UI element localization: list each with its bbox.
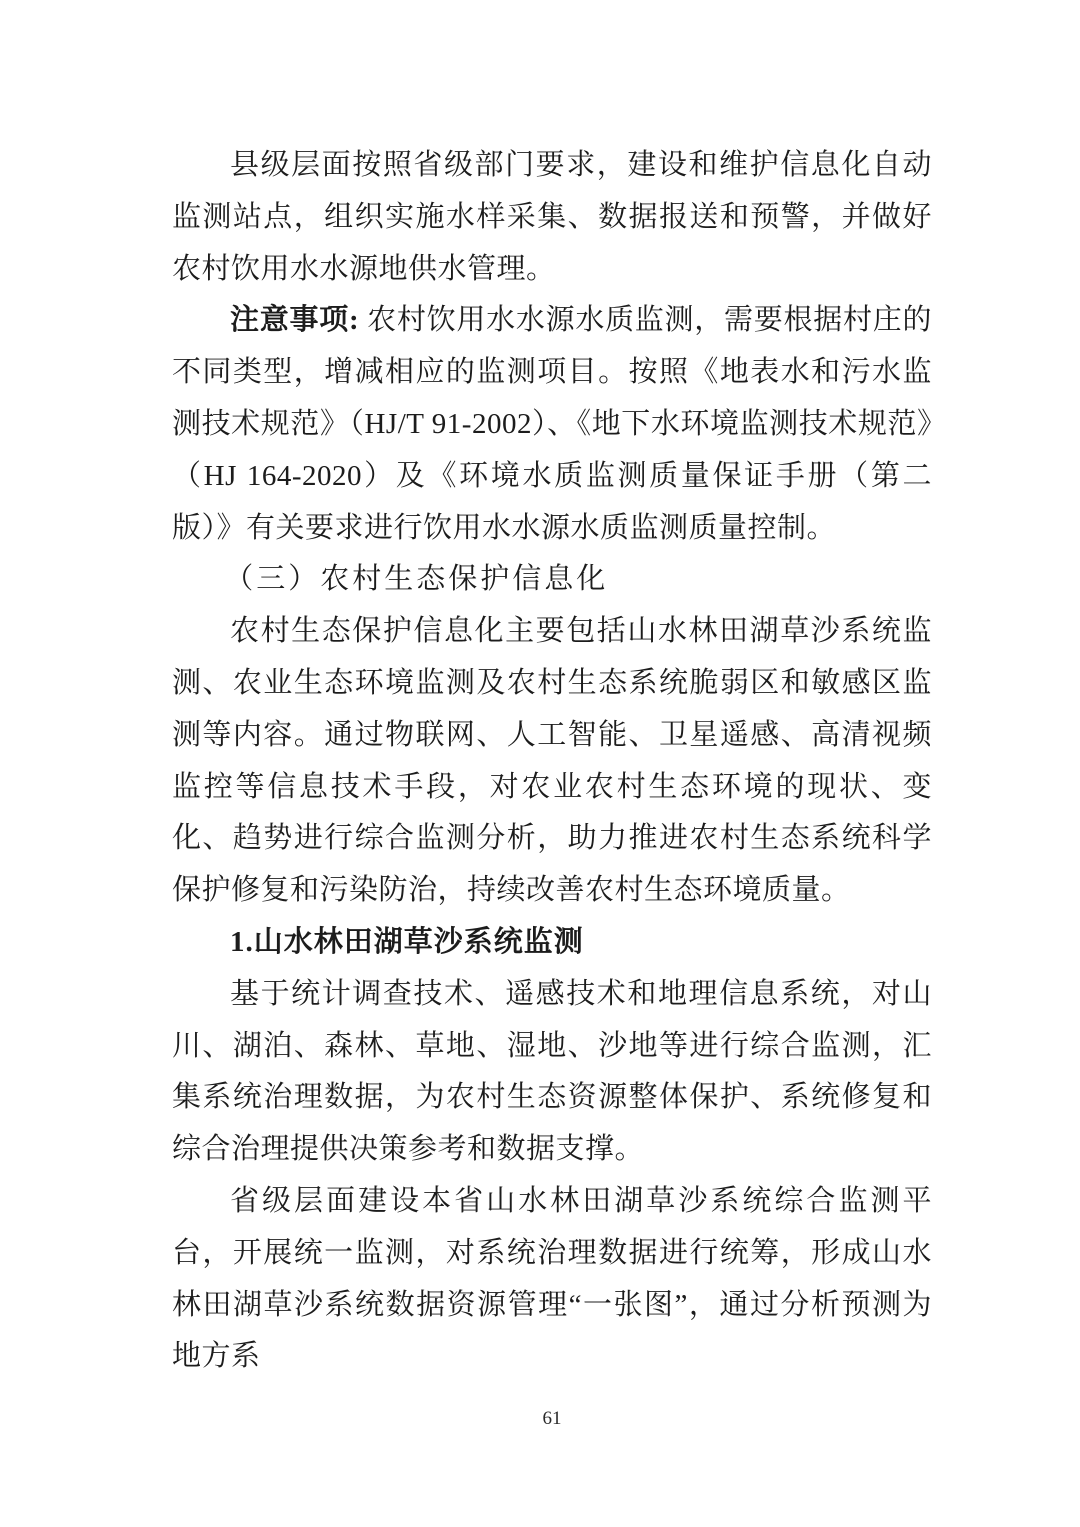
sub-heading-mountain-water-system: 1.山水林田湖草沙系统监测 — [230, 925, 584, 958]
paragraph-notice — [172, 295, 932, 554]
paragraph-monitoring-basis: 基于统计调查技术、遥感技术和地理信息系统，对山川、湖泊、森林、草地、湿地、沙地等进行综合监测，汇集系统治理数据，为农村生态资源整体保护、系统修复和综合治理提供决策参考和数据支撑。 — [172, 977, 932, 1166]
notice-label: 注意事项: — [230, 304, 368, 337]
paragraph-county-level: 县级层面按照省级部门要求，建设和维护信息化自动监测站点，组织实施水样采集、数据报送和预警，并做好农村饮用水水源地供水管理。 — [172, 149, 932, 285]
document-body — [172, 140, 932, 1383]
paragraph-province-platform: 省级层面建设本省山水林田湖草沙系统综合监测平台，开展统一监测，对系统治理数据进行统筹，形成山水林田湖草沙系统数据资源管理“一张图”，通过分析预测为地方系 — [172, 1184, 932, 1373]
paragraph-ecology-overview: 农村生态保护信息化主要包括山水林田湖草沙系统监测、农业生态环境监测及农村生态系统脆弱区和敏感区监测等内容。通过物联网、人工智能、卫星遥感、高清视频监控等信息技术手段，对农业农村生态环境的现状、变化、趋势进行综合监测分析，助力推进农村生态系统科学保护修复和污染防治，持续改善农村生态环境质量。 — [172, 615, 932, 907]
page-number: 61 — [542, 1408, 562, 1429]
section-heading-rural-ecology: （三）农村生态保护信息化 — [224, 563, 609, 596]
notice-text: 农村饮用水水源水质监测，需要根据村庄的不同类型，增减相应的监测项目。按照《地表水和污水监测技术规范》（HJ/T 91-2002）、《地下水环境监测技术规范》（HJ 164-2020）及《环境水质监测质量保证手册（第二版）》有关要求进行饮用水水源水质监测质量控制。 — [172, 304, 932, 544]
